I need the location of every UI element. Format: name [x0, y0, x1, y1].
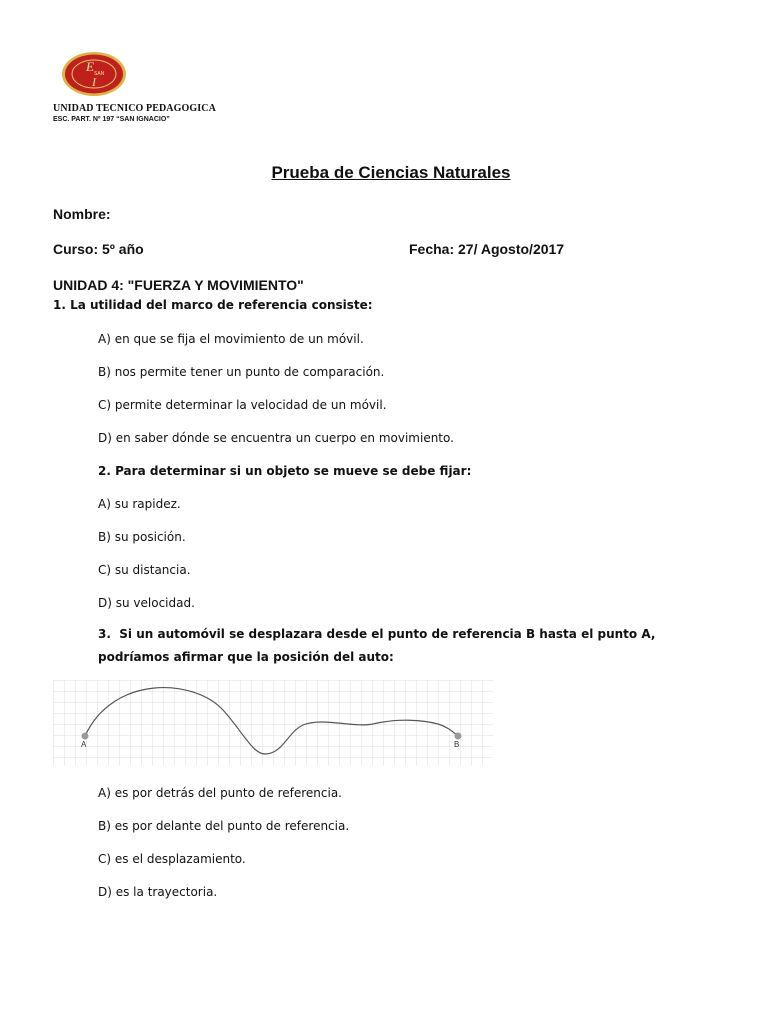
point-a: [82, 733, 89, 740]
document-title: Prueba de Ciencias Naturales: [271, 163, 511, 182]
question-2-option-a: A) su rapidez.: [98, 497, 181, 511]
question-3-option-d: D) es la trayectoria.: [98, 885, 218, 899]
question-2-option-b: B) su posición.: [98, 530, 186, 544]
question-3-number: 3.: [98, 627, 111, 641]
svg-text:E: E: [86, 59, 94, 74]
question-2-option-c: C) su distancia.: [98, 563, 191, 577]
question-3-option-c: C) es el desplazamiento.: [98, 852, 246, 866]
unit-heading: UNIDAD 4: "FUERZA Y MOVIMIENTO": [53, 277, 304, 293]
question-2-option-d: D) su velocidad.: [98, 596, 195, 610]
question-1-option-d: D) en saber dónde se encuentra un cuerpo en movimiento.: [98, 431, 454, 445]
question-1-option-a: A) en que se fija el movimiento de un móvil.: [98, 332, 364, 346]
question-1: 1. La utilidad del marco de referencia consiste:: [53, 298, 373, 312]
fecha-label: Fecha: 27/ Agosto/2017: [409, 241, 565, 257]
point-b: [455, 733, 462, 740]
question-3-option-b: B) es por delante del punto de referencia.: [98, 819, 350, 833]
point-b-label: B: [454, 740, 460, 749]
nombre-label: Nombre:: [53, 206, 111, 222]
question-1-option-b: B) nos permite tener un punto de comparación.: [98, 365, 385, 379]
school-name: ESC. PART. Nº 197 “SAN IGNACIO”: [53, 116, 170, 123]
svg-text:SAN: SAN: [94, 71, 105, 77]
question-1-option-c: C) permite determinar la velocidad de un móvil.: [98, 398, 387, 412]
school-logo: [56, 46, 132, 100]
question-3-option-a: A) es por detrás del punto de referencia.: [98, 786, 342, 800]
school-unit: UNIDAD TECNICO PEDAGOGICA: [53, 103, 216, 114]
question-3-text: Si un automóvil se desplazara desde el punto de referencia B hasta el punto A, podríamos afirmar que la posición del auto:: [98, 627, 656, 664]
question-2: 2. Para determinar si un objeto se mueve se debe fijar:: [98, 464, 472, 478]
svg-text:I: I: [92, 75, 96, 89]
trajectory-figure: [53, 680, 493, 766]
point-a-label: A: [81, 740, 87, 749]
curso-label: Curso: 5º año: [53, 241, 144, 257]
question-3: [98, 623, 728, 669]
